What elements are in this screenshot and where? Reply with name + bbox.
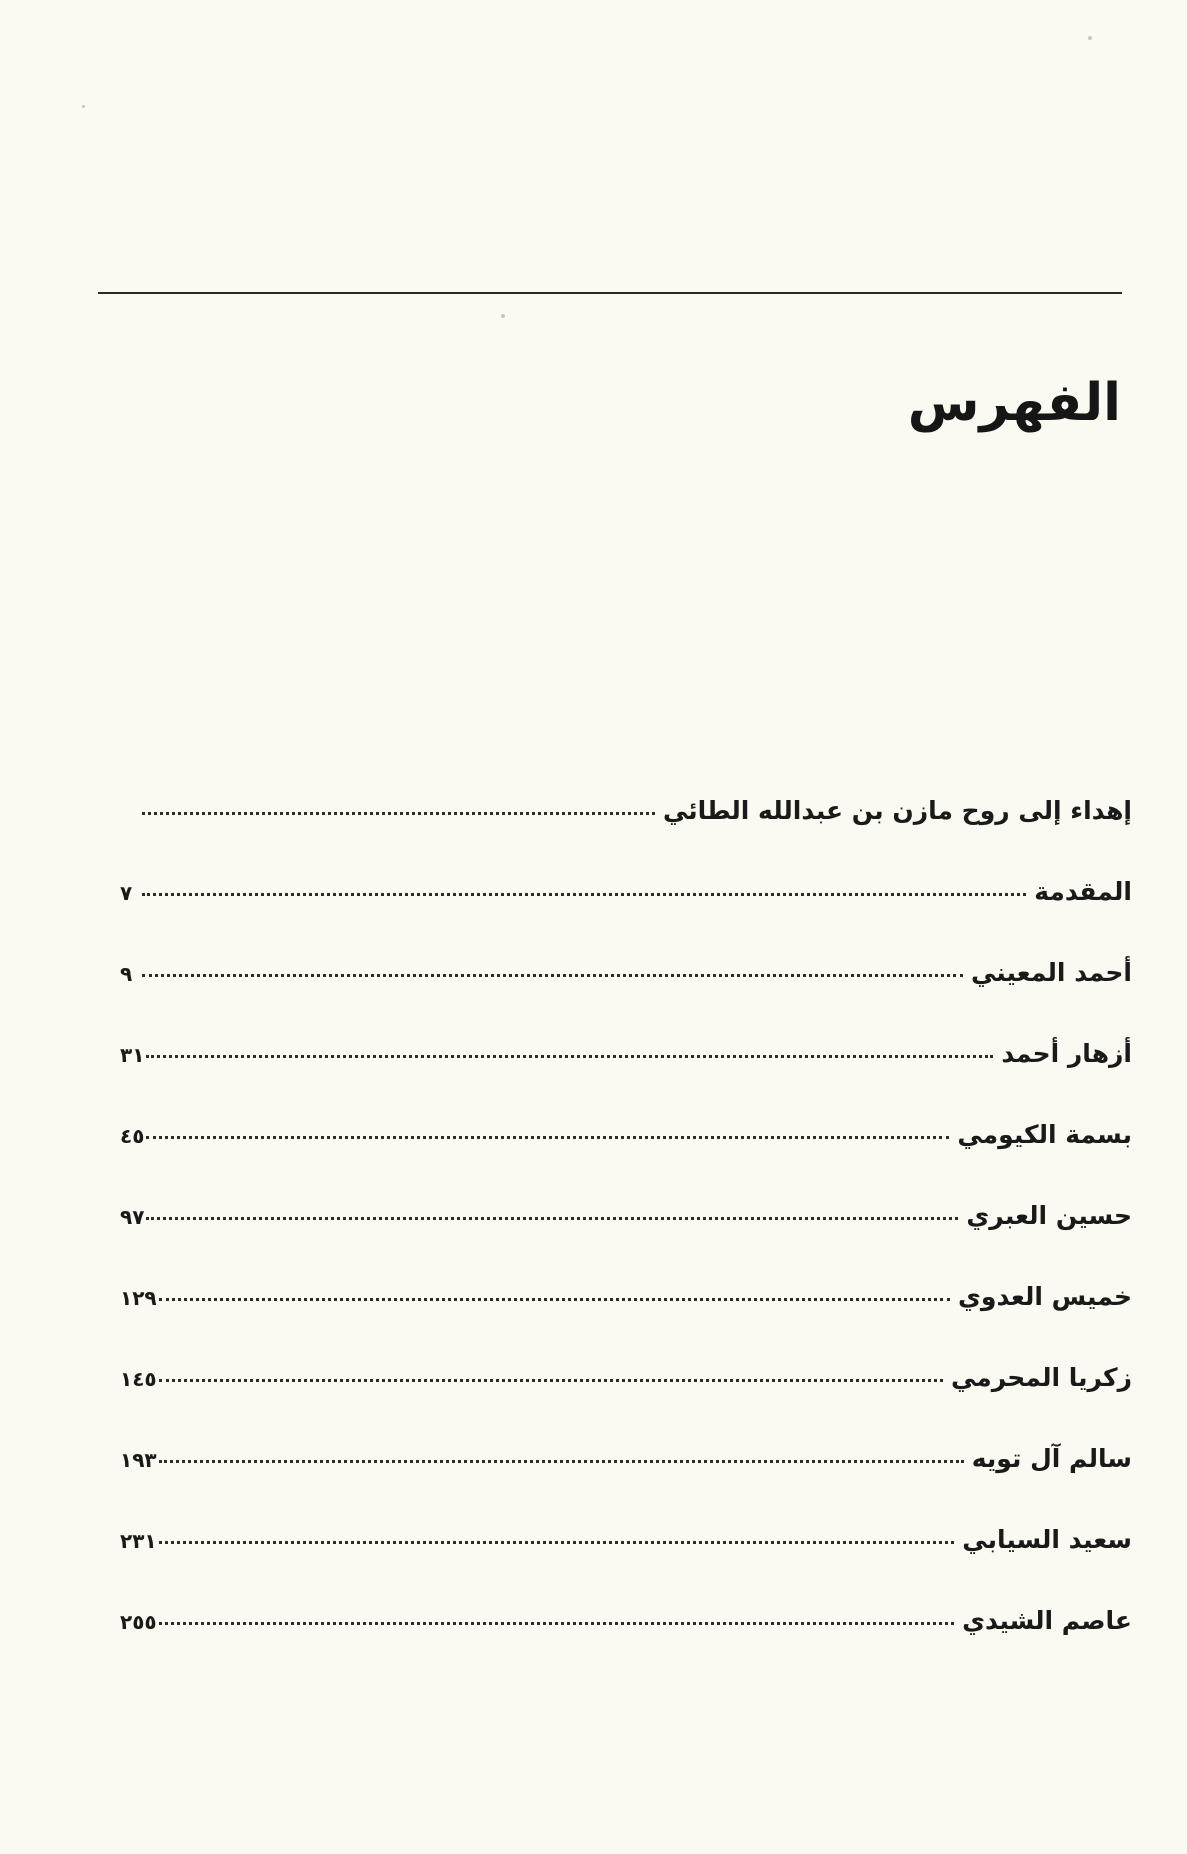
- paper-speck: [82, 105, 85, 108]
- toc-entry-page: ٤٥: [120, 1124, 145, 1148]
- toc-entry: [120, 1201, 1132, 1282]
- dot-leader: [142, 893, 1026, 896]
- paper-speck: [1088, 36, 1092, 40]
- dot-leader: [159, 1379, 943, 1382]
- toc-entry-page: ١٤٥: [120, 1367, 157, 1391]
- toc-entry-page: ٩: [120, 962, 133, 986]
- toc-entry: [120, 877, 1132, 958]
- toc-entry: [120, 1120, 1132, 1201]
- toc-entry-label: سعيد السيابي: [962, 1525, 1132, 1554]
- toc-entry-label: سالم آل تويه: [971, 1444, 1132, 1473]
- dot-leader: [146, 1217, 958, 1220]
- dot-leader: [159, 1298, 950, 1301]
- dot-leader: [159, 1541, 955, 1544]
- toc-entry: [120, 958, 1132, 1039]
- toc-entry-page: ٣١: [120, 1043, 145, 1067]
- toc-entry-label: أزهار أحمد: [1001, 1039, 1132, 1068]
- toc-entry-label: أحمد المعيني: [970, 958, 1132, 987]
- toc-entry-label: خميس العدوي: [958, 1282, 1132, 1311]
- dot-leader: [142, 974, 963, 977]
- toc-entry: [120, 796, 1132, 877]
- page-title: الفهرس: [907, 372, 1121, 433]
- dot-leader: [159, 1460, 964, 1463]
- toc-entry: [120, 1525, 1132, 1606]
- header-rule: [98, 292, 1122, 294]
- toc-entry: [120, 1039, 1132, 1120]
- toc-entry: [120, 1282, 1132, 1363]
- toc-entry: [120, 1444, 1132, 1525]
- toc-entry-page: ٢٣١: [120, 1529, 157, 1553]
- toc-entry-label: بسمة الكيومي: [957, 1120, 1132, 1149]
- toc-entry-page: ٧: [120, 881, 133, 905]
- toc-entry-label: المقدمة: [1034, 877, 1132, 906]
- toc-entry-page: ١٢٩: [120, 1286, 157, 1310]
- toc-entry-page: ٩٧: [120, 1205, 145, 1229]
- toc-entry-page: ٢٥٥: [120, 1610, 157, 1634]
- dot-leader: [142, 812, 655, 815]
- toc-entry: [120, 1606, 1132, 1687]
- dot-leader: [146, 1055, 993, 1058]
- table-of-contents: [120, 796, 1132, 1687]
- dot-leader: [146, 1136, 949, 1139]
- toc-entry-label: إهداء إلى روح مازن بن عبدالله الطائي: [662, 796, 1132, 825]
- toc-entry-label: زكريا المحرمي: [950, 1363, 1132, 1392]
- paper-speck: [501, 314, 505, 318]
- dot-leader: [159, 1622, 954, 1625]
- toc-entry-label: حسين العبري: [966, 1201, 1132, 1230]
- toc-entry-page: ١٩٣: [120, 1448, 157, 1472]
- toc-entry-label: عاصم الشيدي: [962, 1606, 1132, 1635]
- toc-entry: [120, 1363, 1132, 1444]
